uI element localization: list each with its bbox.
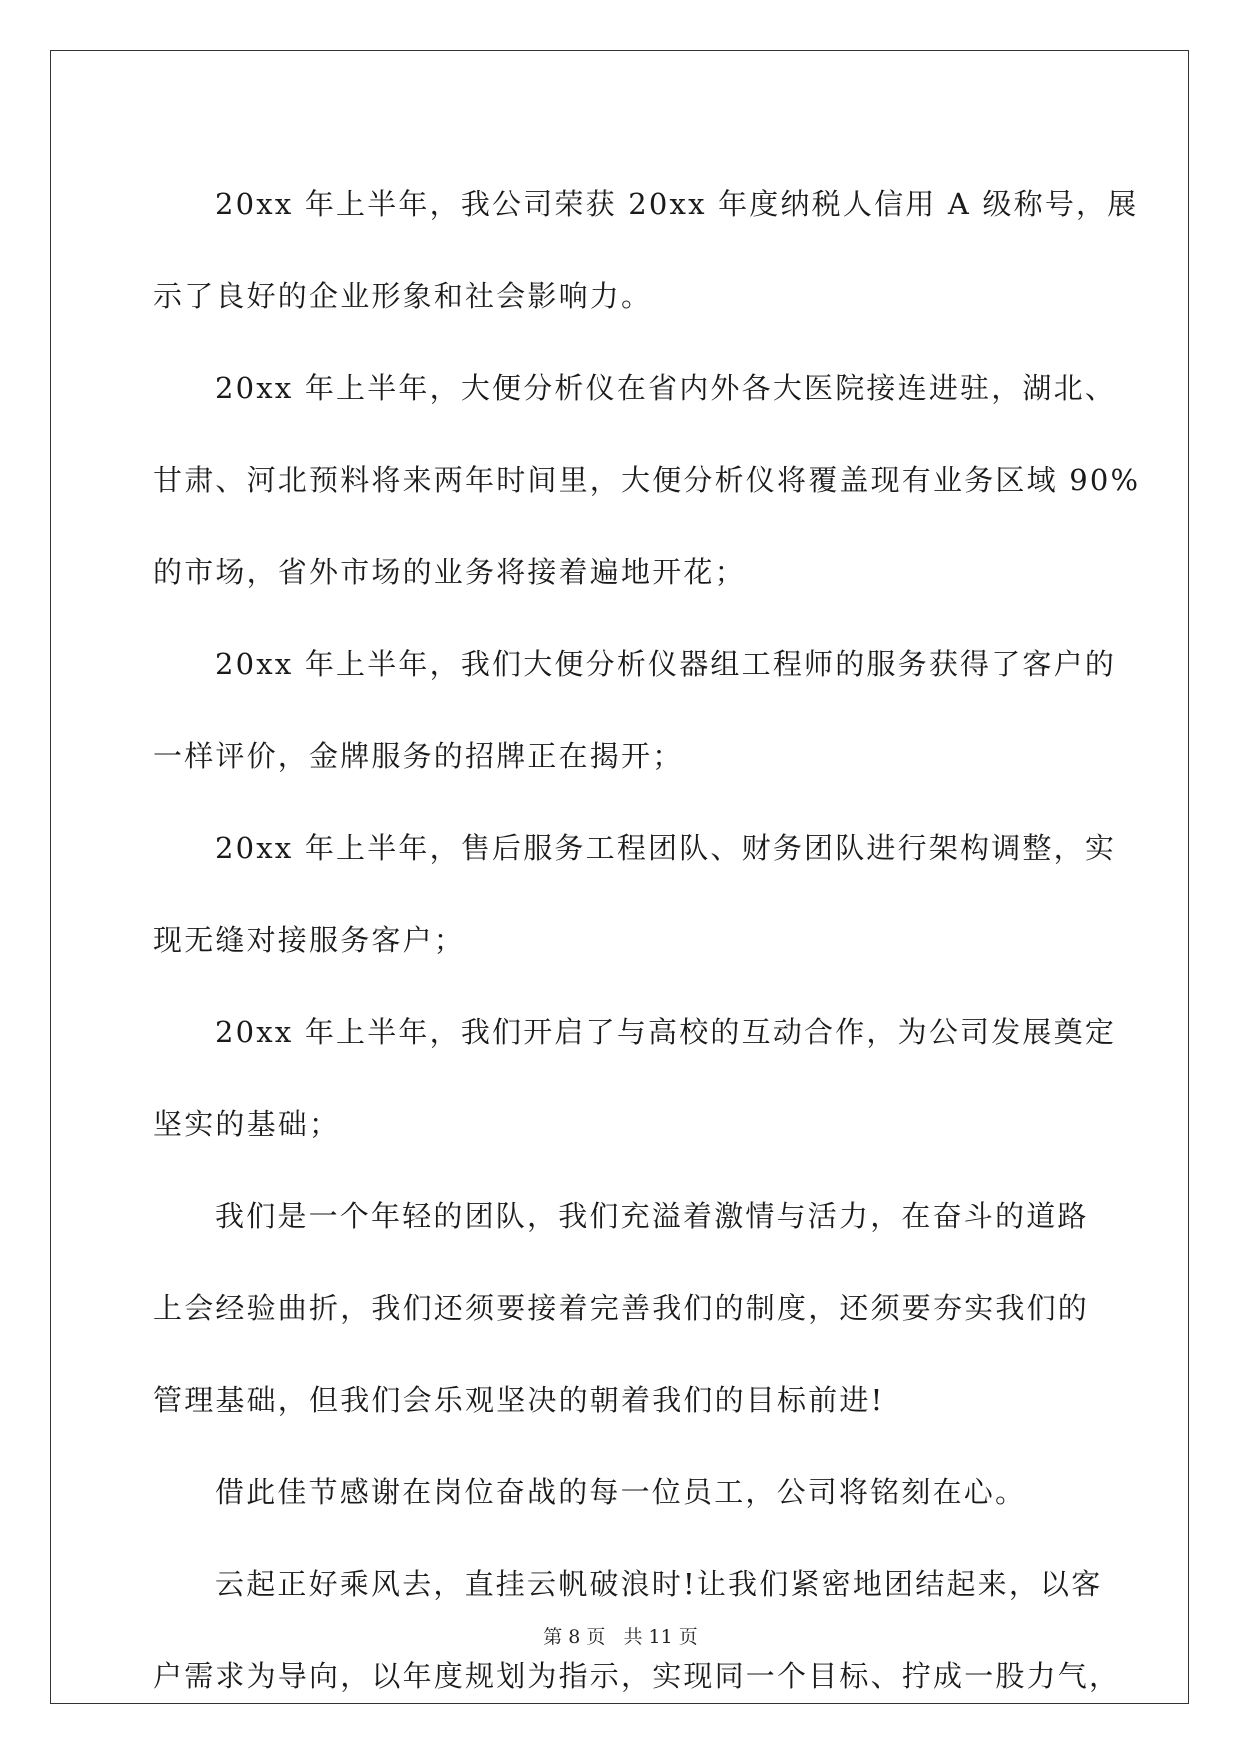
paragraph-line: 20xx 年上半年，大便分析仪在省内外各大医院接连进驻，湖北、 xyxy=(215,371,1117,405)
paragraph-2 xyxy=(153,342,1141,618)
document-body xyxy=(153,158,1141,1722)
paragraph-line: 云起正好乘风去，直挂云帆破浪时!让我们紧密地团结起来，以客 xyxy=(215,1567,1103,1601)
paragraph-line: 20xx 年上半年，我公司荣获 20xx 年度纳税人信用 A 级称号，展 xyxy=(215,187,1139,221)
page-number: 第 8 页 xyxy=(543,1626,606,1648)
paragraph-line: 20xx 年上半年，我们大便分析仪器组工程师的服务获得了客户的 xyxy=(215,647,1117,681)
paragraph-1 xyxy=(153,158,1139,342)
paragraph-7 xyxy=(153,1446,1093,1538)
paragraph-line: 管理基础，但我们会乐观坚决的朝着我们的目标前进! xyxy=(153,1383,885,1417)
paragraph-line: 20xx 年上半年，我们开启了与高校的互动合作，为公司发展奠定 xyxy=(215,1015,1117,1049)
paragraph-4 xyxy=(153,802,1117,986)
paragraph-3 xyxy=(153,618,1117,802)
page-footer xyxy=(0,1622,1241,1649)
paragraph-line: 一样评价，金牌服务的招牌正在揭开； xyxy=(153,739,684,773)
page-total: 共 11 页 xyxy=(623,1626,698,1648)
paragraph-line: 户需求为导向，以年度规划为指示，实现同一个目标、拧成一股力气， xyxy=(153,1659,1121,1693)
paragraph-line: 我们是一个年轻的团队，我们充溢着激情与活力，在奋斗的道路 xyxy=(215,1199,1089,1233)
paragraph-5 xyxy=(153,986,1117,1170)
paragraph-line: 坚实的基础； xyxy=(153,1107,341,1141)
paragraph-line: 借此佳节感谢在岗位奋战的每一位员工，公司将铭刻在心。 xyxy=(215,1475,1027,1509)
paragraph-6 xyxy=(153,1170,1093,1446)
paragraph-line: 现无缝对接服务客户； xyxy=(153,923,466,957)
paragraph-line: 20xx 年上半年，售后服务工程团队、财务团队进行架构调整，实 xyxy=(215,831,1117,865)
paragraph-line: 的市场，省外市场的业务将接着遍地开花； xyxy=(153,555,746,589)
paragraph-line: 示了良好的企业形象和社会影响力。 xyxy=(153,279,653,313)
paragraph-line: 甘肃、河北预料将来两年时间里，大便分析仪将覆盖现有业务区域 90% xyxy=(153,463,1141,497)
paragraph-line: 上会经验曲折，我们还须要接着完善我们的制度，还须要夯实我们的 xyxy=(153,1291,1090,1325)
